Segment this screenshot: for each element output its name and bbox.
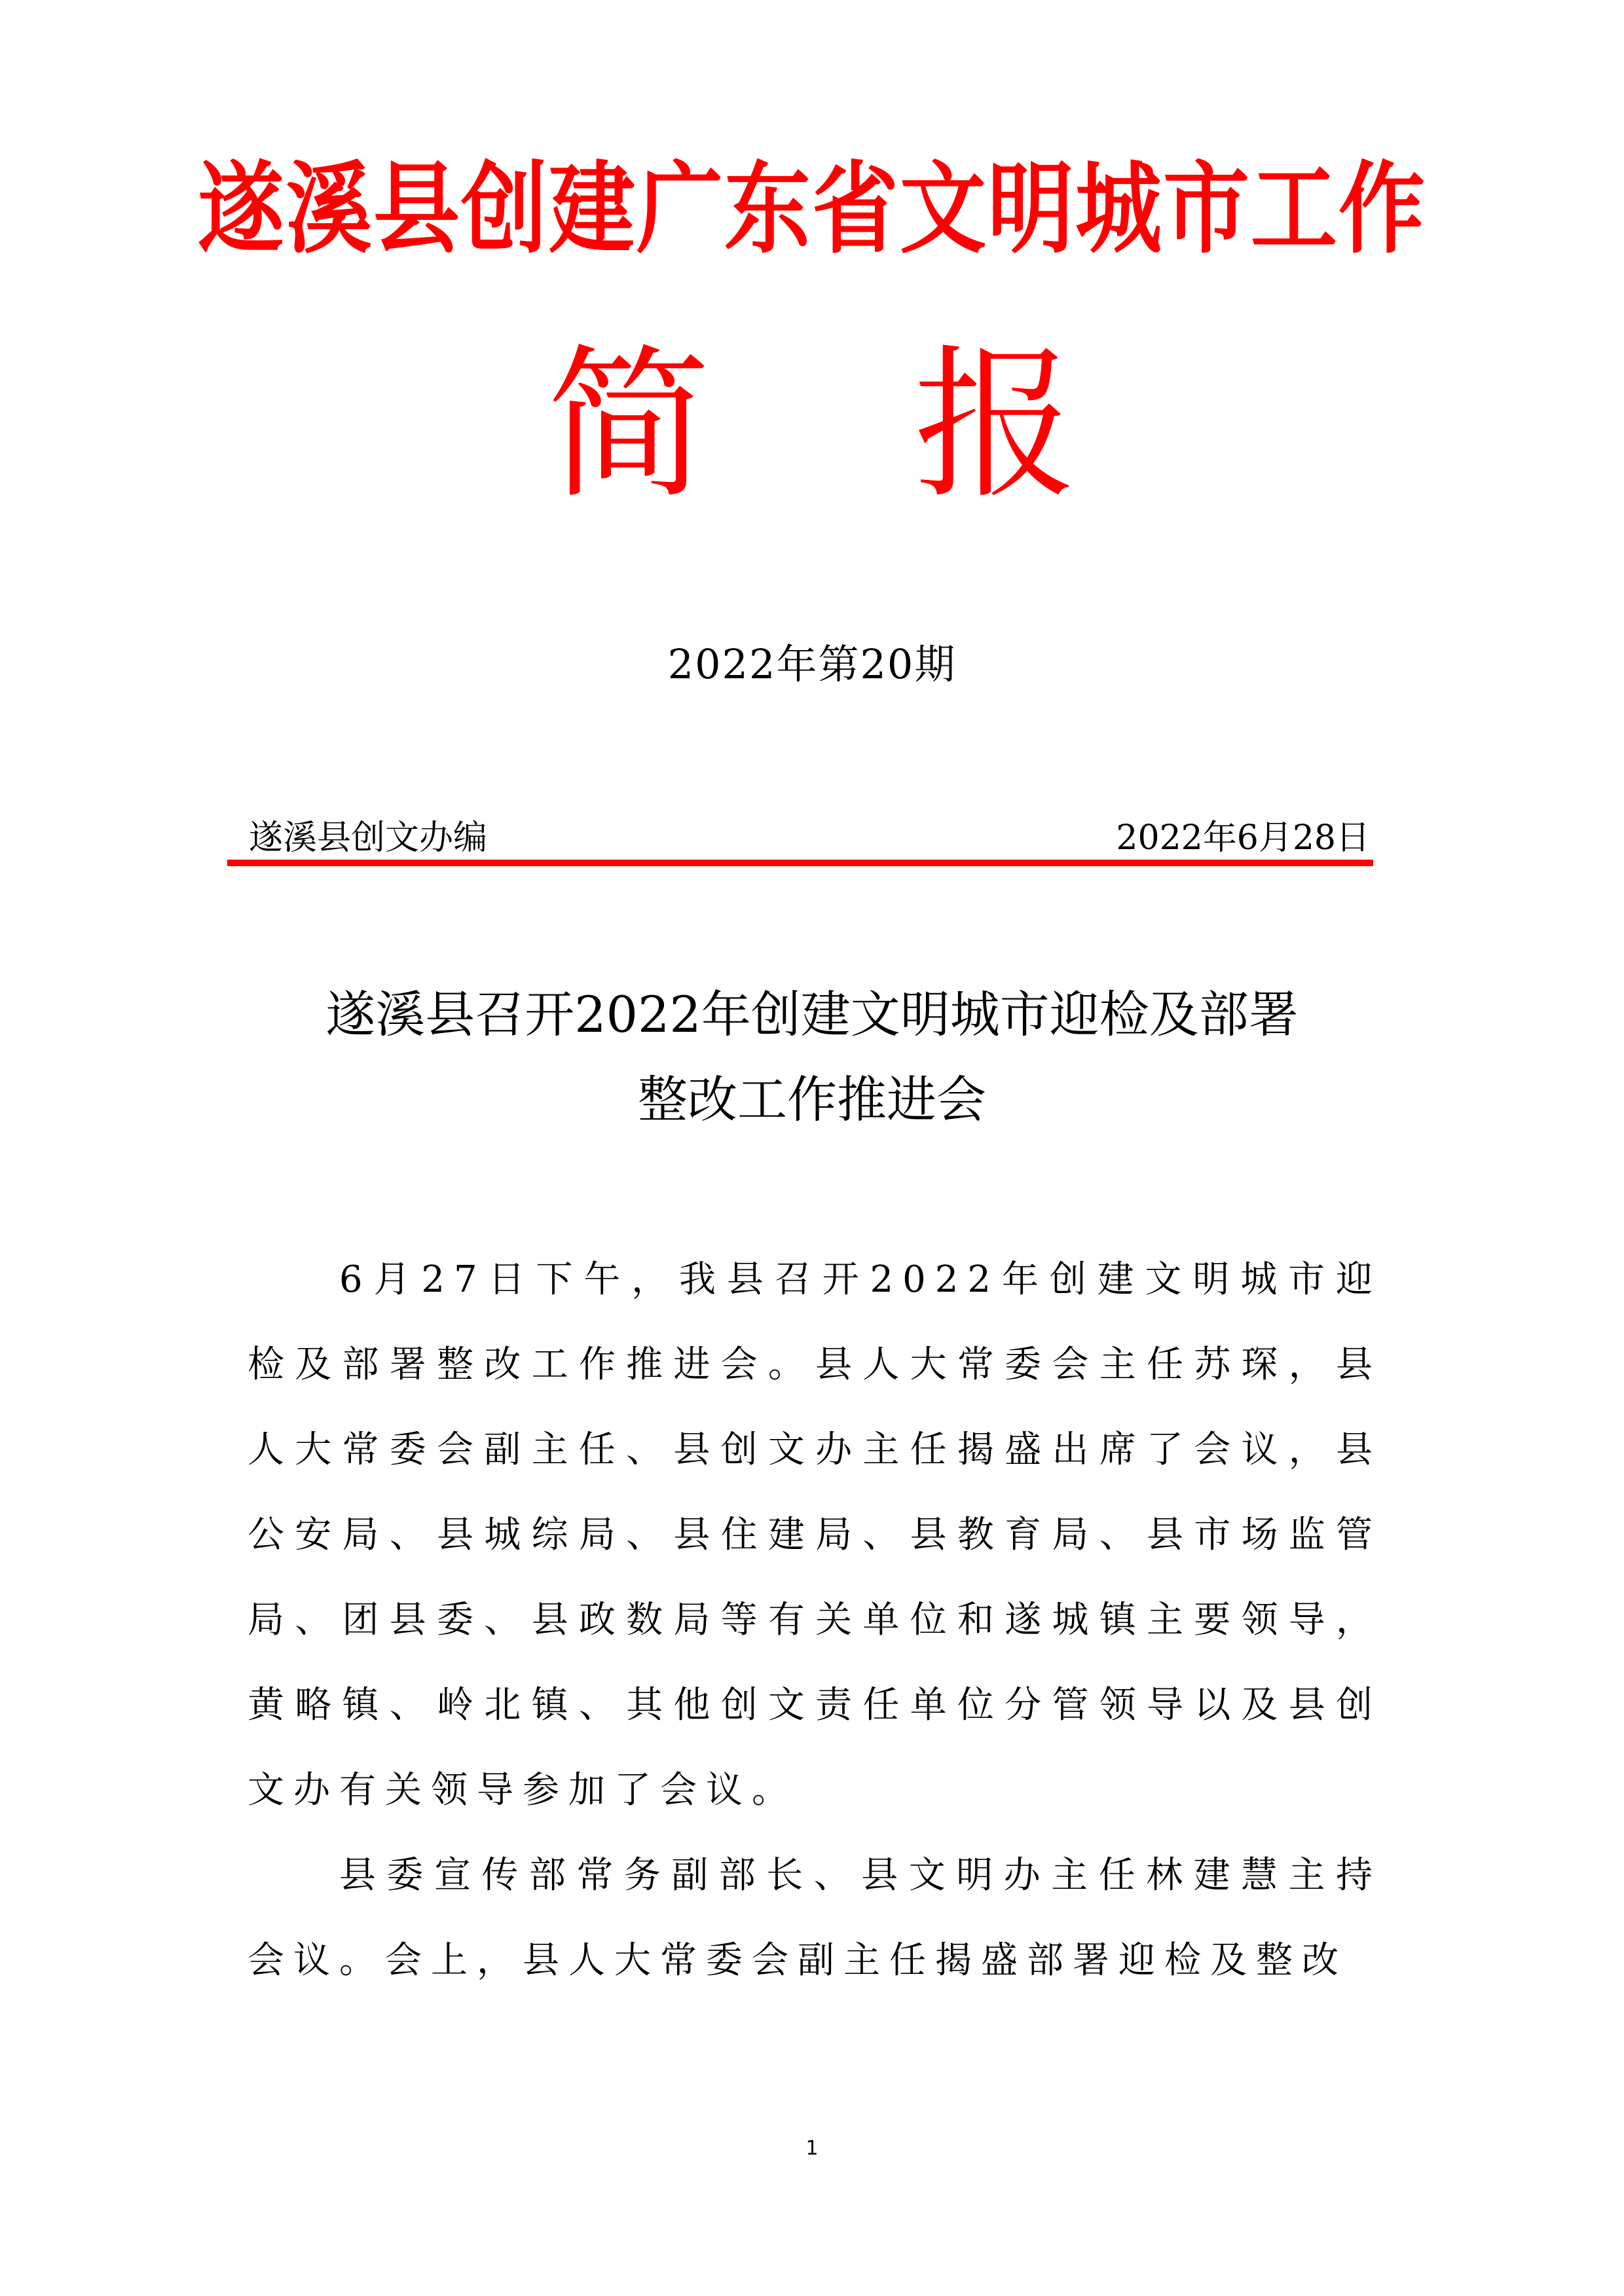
article-title-line-2: 整改工作推进会	[638, 1070, 986, 1129]
article-title-line-1: 遂溪县召开2022年创建文明城市迎检及部署	[325, 985, 1299, 1044]
masthead-brief-heading	[0, 327, 1624, 524]
issue-number: 2022年第20期	[667, 640, 957, 688]
publish-date: 2022年6月28日	[1116, 818, 1370, 858]
editor-label: 遂溪县创文办编	[249, 818, 488, 858]
masthead-title: 遂溪县创建广东省文明城市工作	[198, 151, 1426, 268]
meta-row	[249, 815, 1370, 861]
red-divider-rule	[227, 860, 1373, 866]
article-body	[248, 1237, 1382, 2003]
article-title	[0, 972, 1624, 1142]
brief-char-2: 报	[913, 330, 1077, 520]
page-number: 1	[805, 2137, 819, 2160]
brief-char-1: 简	[547, 330, 710, 520]
article-paragraph-2: 县委宣传部常务副部长、县文明办主任林建慧主持会议。会上，县人大常委会副主任揭盛部署迎检及整改	[248, 1854, 1382, 1982]
article-paragraph-1: 6月27日下午，我县召开2022年创建文明城市迎检及部署整改工作推进会。县人大常委会主任苏琛，县人大常委会副主任、县创文办主任揭盛出席了会议，县公安局、县城综局、县住建局、县教育局、县市场监管局、团县委、县政数局等有关单位和遂城镇主要领导，黄略镇、岭北镇、其他创文责任单位分管领导以及县创文办有关领导参加了会议。	[248, 1258, 1382, 1812]
